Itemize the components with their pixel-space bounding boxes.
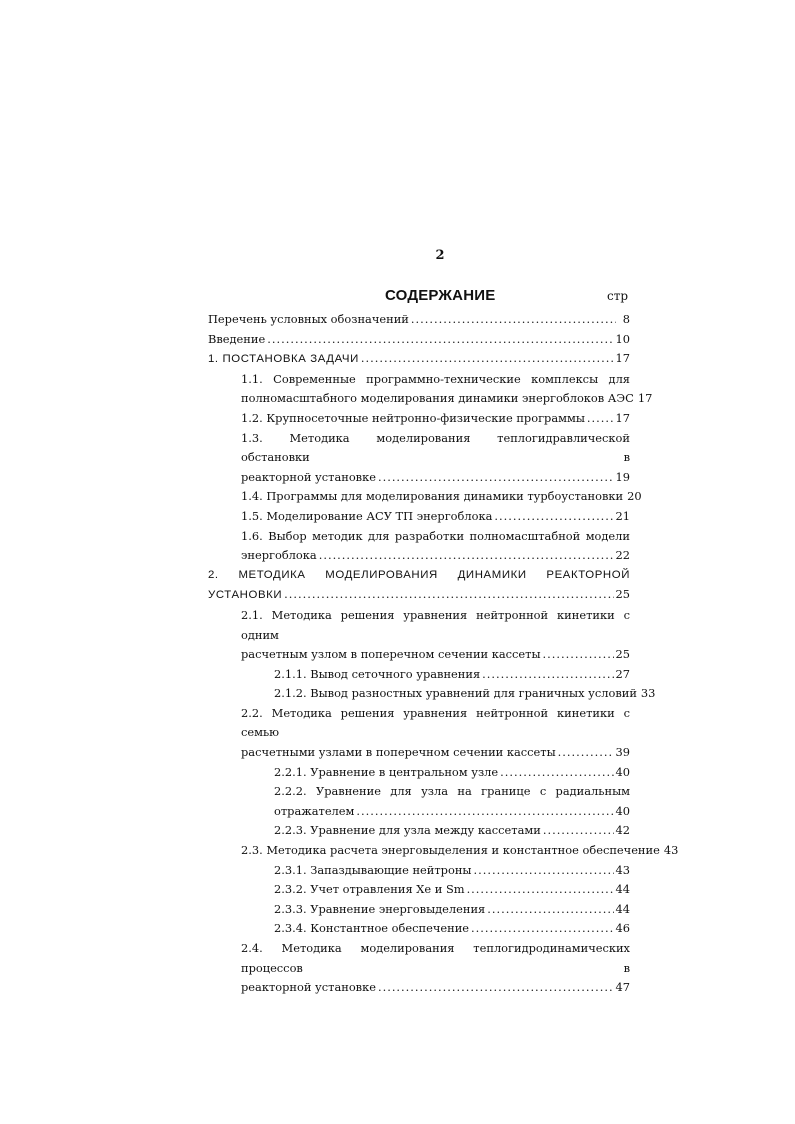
toc-entry-line	[241, 487, 642, 507]
toc-entry-page: 42	[615, 823, 630, 838]
toc-entry-line	[274, 861, 630, 881]
toc-entry-line	[274, 684, 656, 704]
dot-leader	[587, 409, 614, 429]
toc-entry-line	[274, 665, 630, 685]
toc-entry-title-line: 2. МЕТОДИКА МОДЕЛИРОВАНИЯ ДИНАМИКИ РЕАКТОРНОЙ	[208, 568, 630, 581]
toc-entry-page: 44	[615, 901, 630, 916]
dot-leader	[471, 919, 613, 939]
toc-entry-page: 20	[627, 489, 642, 504]
toc-entry-page: 21	[615, 508, 630, 523]
toc-entry-line	[241, 546, 630, 566]
toc-entry-page: 25	[615, 587, 630, 602]
toc-entry-page: 25	[615, 647, 630, 662]
toc-entry-page: 33	[640, 686, 656, 701]
toc-entry-line	[241, 743, 630, 763]
toc-entry	[241, 507, 630, 527]
dot-leader	[543, 821, 614, 841]
toc-entry-line	[274, 821, 630, 841]
toc-entry	[208, 566, 630, 606]
toc-entry	[274, 782, 630, 821]
toc-entry	[274, 861, 630, 881]
toc-entry	[241, 939, 630, 998]
toc-entry-page: 22	[615, 548, 630, 563]
dot-leader	[378, 468, 614, 488]
dot-leader	[284, 585, 613, 605]
dot-leader	[378, 978, 614, 998]
toc-entry-title-line: 1.1. Современные программно-технические комплексы для	[241, 371, 630, 386]
dot-leader	[543, 645, 614, 665]
toc-entry	[241, 841, 679, 861]
toc-entry-line	[208, 330, 630, 350]
toc-entry-title: 1. ПОСТАНОВКА ЗАДАЧИ	[208, 353, 359, 366]
toc-entry	[274, 763, 630, 783]
toc-entry-title-line: 2.4. Методика моделирования теплогидродинамических процессов в	[241, 941, 630, 975]
dot-leader	[487, 900, 613, 920]
toc-entry-page: 39	[615, 745, 630, 760]
toc-entry-title: 2.3. Методика расчета энерговыделения и константное обеспечение	[241, 843, 660, 858]
toc-entry	[241, 606, 630, 665]
toc-entry-title: 2.1.1. Вывод сеточного уравнения	[274, 666, 481, 681]
toc-title: СОДЕРЖАНИЕ	[385, 287, 496, 304]
toc-entry-line	[274, 900, 630, 920]
toc-entry	[274, 684, 656, 704]
toc-entry-line	[274, 880, 630, 900]
toc-entry	[241, 487, 642, 507]
toc-entry	[208, 349, 630, 370]
pages-column-label: стр	[607, 289, 629, 303]
toc-entry	[274, 900, 630, 920]
toc-entry-line	[241, 507, 630, 527]
toc-entry-title-line: 2.2. Методика решения уравнения нейтронной кинетики с семью	[241, 705, 630, 740]
toc-entry	[241, 429, 630, 488]
dot-leader	[267, 330, 613, 350]
toc-entry-title: реакторной установке	[241, 980, 376, 995]
toc-entry-line	[241, 389, 653, 409]
toc-entry	[208, 330, 630, 350]
toc-entry-line	[208, 349, 630, 370]
toc-entry-page: 40	[615, 803, 630, 818]
toc-entry	[241, 409, 630, 429]
toc-entry-line	[274, 802, 630, 822]
toc-entry-page: 19	[615, 469, 630, 484]
toc-entry-line	[241, 841, 679, 861]
toc-entry-title: 1.2. Крупносеточные нейтронно-физические программы	[241, 410, 585, 425]
toc-entry-title: 1.5. Моделирование АСУ ТП энергоблока	[241, 508, 493, 523]
dot-leader	[361, 349, 614, 369]
toc-entry-title: Введение	[208, 331, 266, 346]
toc-entry-page: 44	[615, 882, 630, 897]
toc-entry-line	[241, 978, 630, 998]
toc-entry-page: 27	[615, 666, 630, 681]
toc-entry-page: 17	[615, 410, 630, 425]
dot-leader	[494, 507, 613, 527]
dot-leader	[411, 310, 616, 330]
toc-entry-line	[208, 310, 630, 330]
toc-entry-title: 2.1.2. Вывод разностных уравнений для граничных условий	[274, 686, 637, 701]
toc-entry-title: энергоблока	[241, 548, 317, 563]
toc-entry-page: 43	[615, 862, 630, 877]
toc-entry-title: 2.3.4. Константное обеспечение	[274, 921, 470, 936]
toc-entry-title: 2.2.1. Уравнение в центральном узле	[274, 764, 499, 779]
toc-entry-title-line: 1.6. Выбор методик для разработки полномасштабной модели	[241, 528, 630, 543]
toc-entry-page: 10	[615, 331, 630, 346]
toc-entry-line	[274, 763, 630, 783]
toc-entry	[241, 527, 630, 566]
toc-entry	[241, 704, 630, 763]
toc-entry-line	[241, 645, 630, 665]
toc-entry	[274, 665, 630, 685]
toc-entry-title: расчетным узлом в поперечном сечении кассеты	[241, 647, 541, 662]
toc-entry-title-line: 1.3. Методика моделирования теплогидравлической обстановки в	[241, 430, 630, 465]
toc-entry	[274, 821, 630, 841]
toc-entry-title: 2.3.3. Уравнение энерговыделения	[274, 901, 486, 916]
toc-entry-title: расчетными узлами в поперечном сечении кассеты	[241, 745, 556, 760]
toc-entry-line	[208, 585, 630, 606]
toc-entry-title-line: 2.2.2. Уравнение для узла на границе с радиальным	[274, 784, 630, 799]
toc-entry	[274, 919, 630, 939]
toc-entry-title: Перечень условных обозначений	[208, 312, 409, 326]
toc-entry-page: 47	[615, 980, 630, 995]
dot-leader	[500, 763, 613, 783]
toc-entry	[208, 310, 630, 330]
dot-leader	[356, 802, 613, 822]
toc-entry-line	[274, 919, 630, 939]
dot-leader	[473, 861, 613, 881]
toc-entry	[241, 370, 653, 409]
toc-entry-title: полномасштабного моделирования динамики энергоблоков АЭС	[241, 391, 634, 406]
toc-entry-title: 1.4. Программы для моделирования динамики турбоустановки	[241, 489, 624, 504]
dot-leader	[319, 546, 614, 566]
dot-leader	[482, 665, 613, 685]
toc-entry-page: 43	[663, 843, 679, 858]
toc-entry-title: 2.3.1. Запаздывающие нейтроны	[274, 862, 472, 877]
toc-entry	[274, 880, 630, 900]
toc-entry-title: 2.3.2. Учет отравления Xe и Sm	[274, 882, 465, 897]
table-of-contents	[208, 310, 679, 998]
toc-entry-page: 46	[615, 921, 630, 936]
toc-entry-title: УСТАНОВКИ	[208, 589, 283, 602]
dot-leader	[558, 743, 614, 763]
toc-entry-line	[241, 468, 630, 488]
toc-entry-page: 17	[615, 351, 630, 366]
toc-entry-page: 8	[622, 312, 630, 326]
toc-entry-title: 2.2.3. Уравнение для узла между кассетами	[274, 823, 541, 838]
toc-entry-page: 17	[637, 391, 653, 406]
toc-entry-title-line: 2.1. Методика решения уравнения нейтронной кинетики с одним	[241, 607, 630, 642]
toc-entry-title: реакторной установке	[241, 469, 376, 484]
dot-leader	[467, 880, 614, 900]
toc-entry-page: 40	[615, 764, 630, 779]
toc-entry-line	[241, 409, 630, 429]
toc-entry-title: отражателем	[274, 803, 355, 818]
page-number: 2	[435, 248, 445, 263]
